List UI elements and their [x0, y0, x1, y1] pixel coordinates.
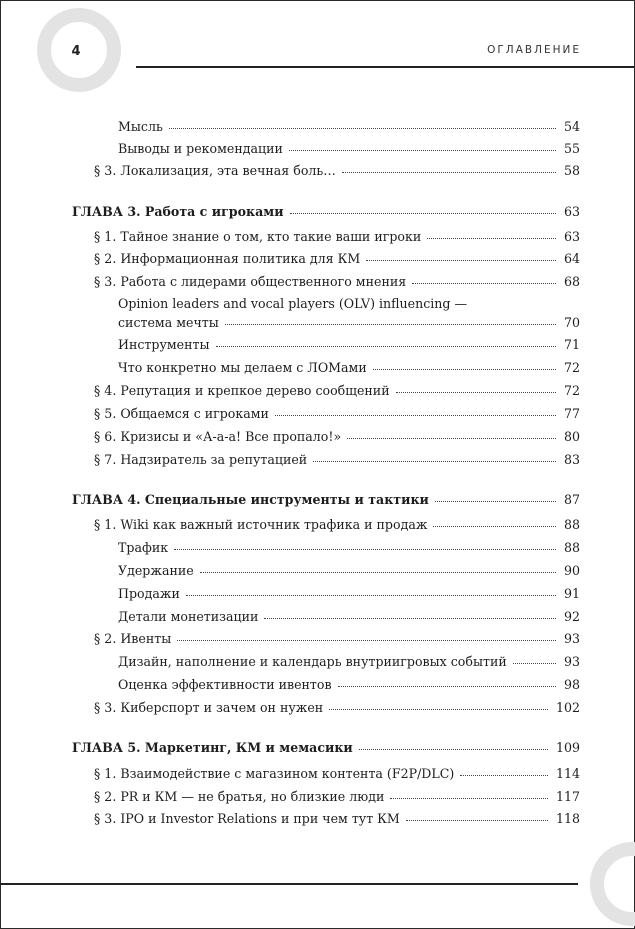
- toc-entry-title: Детали монетизации: [118, 609, 259, 624]
- dot-leader: [290, 213, 556, 214]
- toc-entry-page: 90: [563, 563, 580, 578]
- toc-entry-title: § 7. Надзиратель за репутацией: [94, 452, 308, 467]
- toc-entry[interactable]: [94, 253, 580, 266]
- toc-entry-page: 63: [563, 204, 580, 219]
- toc-entry[interactable]: [94, 791, 580, 804]
- toc-entry-page: 88: [563, 517, 580, 532]
- toc-entry-page: 102: [555, 700, 580, 715]
- toc-entry[interactable]: [118, 317, 580, 330]
- toc-entry-title: Что конкретно мы делаем с ЛОМами: [118, 360, 367, 375]
- toc-entry-page: 93: [563, 631, 580, 646]
- toc-entry-title: система мечты: [118, 315, 219, 330]
- toc-entry[interactable]: [94, 165, 580, 178]
- toc-entry-title: § 2. Ивенты: [94, 631, 172, 646]
- dot-leader: [373, 369, 556, 370]
- toc-entry-title: § 3. Работа с лидерами общественного мнения: [94, 274, 407, 289]
- dot-leader: [342, 172, 556, 173]
- toc-entry-title: § 2. PR и КМ — не братья, но близкие люди: [94, 789, 385, 804]
- dot-leader: [406, 820, 548, 821]
- toc-entry[interactable]: [94, 385, 580, 398]
- dot-leader: [347, 438, 556, 439]
- toc-entry-page: 93: [563, 654, 580, 669]
- toc-entry-title: § 6. Кризисы и «А-а-а! Все пропало!»: [94, 429, 342, 444]
- toc-entry-page: 83: [563, 452, 580, 467]
- toc-entry-page: 88: [563, 540, 580, 555]
- toc-entry[interactable]: [94, 276, 580, 289]
- toc-entry-title: Мысль: [118, 119, 163, 134]
- toc-chapter[interactable]: [72, 206, 580, 219]
- header-rule: [136, 66, 635, 68]
- toc-entry-title: § 3. IPO и Investor Relations и при чем тут КМ: [94, 811, 400, 826]
- dot-leader: [264, 618, 556, 619]
- toc-entry-page: 98: [563, 677, 580, 692]
- toc-entry-page: 80: [563, 429, 580, 444]
- toc-entry[interactable]: [94, 231, 580, 244]
- toc-chapter[interactable]: [72, 742, 580, 755]
- dot-leader: [186, 595, 556, 596]
- toc-entry-title: § 4. Репутация и крепкое дерево сообщений: [94, 383, 390, 398]
- toc-entry-page: 58: [563, 163, 580, 178]
- dot-leader: [460, 775, 548, 776]
- dot-leader: [513, 663, 556, 664]
- toc-entry-page: 118: [555, 811, 580, 826]
- toc-entry[interactable]: [94, 633, 580, 646]
- dot-leader: [216, 346, 556, 347]
- dot-leader: [359, 749, 548, 750]
- dot-leader: [433, 526, 556, 527]
- toc-entry[interactable]: [94, 813, 580, 826]
- dot-leader: [412, 283, 556, 284]
- dot-leader: [289, 150, 556, 151]
- dot-leader: [174, 549, 556, 550]
- footer-rule: [0, 883, 578, 885]
- page-number: 4: [71, 44, 81, 59]
- dot-leader: [275, 415, 556, 416]
- toc-entry-title: § 1. Взаимодействие с магазином контента (F2P/DLC): [94, 766, 455, 781]
- toc-entry[interactable]: [94, 519, 580, 532]
- toc-entry-title: Удержание: [118, 563, 194, 578]
- toc-entry-page: 54: [563, 119, 580, 134]
- toc-entry[interactable]: [118, 121, 580, 134]
- dot-leader: [169, 128, 556, 129]
- dot-leader: [427, 238, 556, 239]
- toc-entry-page: 109: [555, 740, 580, 755]
- toc-entry[interactable]: [118, 679, 580, 692]
- dot-leader: [396, 392, 556, 393]
- toc-entry-page: 71: [563, 337, 580, 352]
- toc-entry-title: Инструменты: [118, 337, 210, 352]
- toc-chapter-title: ГЛАВА 3. Работа с игроками: [72, 204, 284, 219]
- toc-entry-page: 72: [563, 360, 580, 375]
- toc-entry-title: § 2. Информационная политика для КМ: [94, 251, 361, 266]
- toc-entry-page: 114: [555, 766, 580, 781]
- toc-entry-title-line1: Opinion leaders and vocal players (OLV) influencing —: [118, 296, 468, 311]
- toc-entry-title: Дизайн, наполнение и календарь внутриигровых событий: [118, 654, 507, 669]
- dot-leader: [200, 572, 556, 573]
- toc-entry[interactable]: [94, 702, 580, 715]
- toc-entry-page: 87: [563, 492, 580, 507]
- toc-entry[interactable]: [94, 408, 580, 421]
- running-head: ОГЛАВЛЕНИЕ: [487, 44, 581, 56]
- toc-entry-page: 117: [555, 789, 580, 804]
- toc-entry-page: 72: [563, 383, 580, 398]
- toc-entry[interactable]: [118, 656, 580, 669]
- toc-entry-page: 92: [563, 609, 580, 624]
- toc-entry-page: 63: [563, 229, 580, 244]
- toc-entry-page: 70: [563, 315, 580, 330]
- toc-entry-title: Выводы и рекомендации: [118, 141, 283, 156]
- toc-entry-title: Оценка эффективности ивентов: [118, 677, 332, 692]
- toc-entry[interactable]: [118, 611, 580, 624]
- toc-entry-title: Продажи: [118, 586, 180, 601]
- toc-entry[interactable]: [118, 362, 580, 375]
- dot-leader: [435, 501, 556, 502]
- toc-chapter-title: ГЛАВА 5. Маркетинг, КМ и мемасики: [72, 740, 353, 755]
- toc-entry-title: § 1. Тайное знание о том, кто такие ваши игроки: [94, 229, 422, 244]
- toc-entry[interactable]: [94, 431, 580, 444]
- toc-entry[interactable]: [94, 454, 580, 467]
- toc-entry[interactable]: [118, 565, 580, 578]
- dot-leader: [177, 640, 556, 641]
- toc-entry-title: Трафик: [118, 540, 169, 555]
- dot-leader: [225, 324, 556, 325]
- toc-entry[interactable]: [118, 588, 580, 601]
- toc-entry-page: 68: [563, 274, 580, 289]
- dot-leader: [366, 260, 556, 261]
- toc-entry[interactable]: [118, 143, 580, 156]
- toc-chapter-title: ГЛАВА 4. Специальные инструменты и тактики: [72, 492, 429, 507]
- toc-entry-page: 91: [563, 586, 580, 601]
- toc-entry-title: § 1. Wiki как важный источник трафика и продаж: [94, 517, 428, 532]
- dot-leader: [329, 709, 548, 710]
- toc-entry[interactable]: [94, 768, 580, 781]
- toc-entry-title: § 3. Локализация, эта вечная боль…: [94, 163, 336, 178]
- toc-entry[interactable]: [118, 542, 580, 555]
- toc-entry-page: 64: [563, 251, 580, 266]
- toc-chapter[interactable]: [72, 494, 580, 507]
- dot-leader: [313, 461, 556, 462]
- toc-entry-title: § 3. Киберспорт и зачем он нужен: [94, 700, 324, 715]
- dot-leader: [338, 686, 556, 687]
- toc-entry[interactable]: [118, 339, 580, 352]
- toc-entry-title: § 5. Общаемся с игроками: [94, 406, 269, 421]
- toc-entry-page: 55: [563, 141, 580, 156]
- dot-leader: [390, 798, 548, 799]
- toc-entry-page: 77: [563, 406, 580, 421]
